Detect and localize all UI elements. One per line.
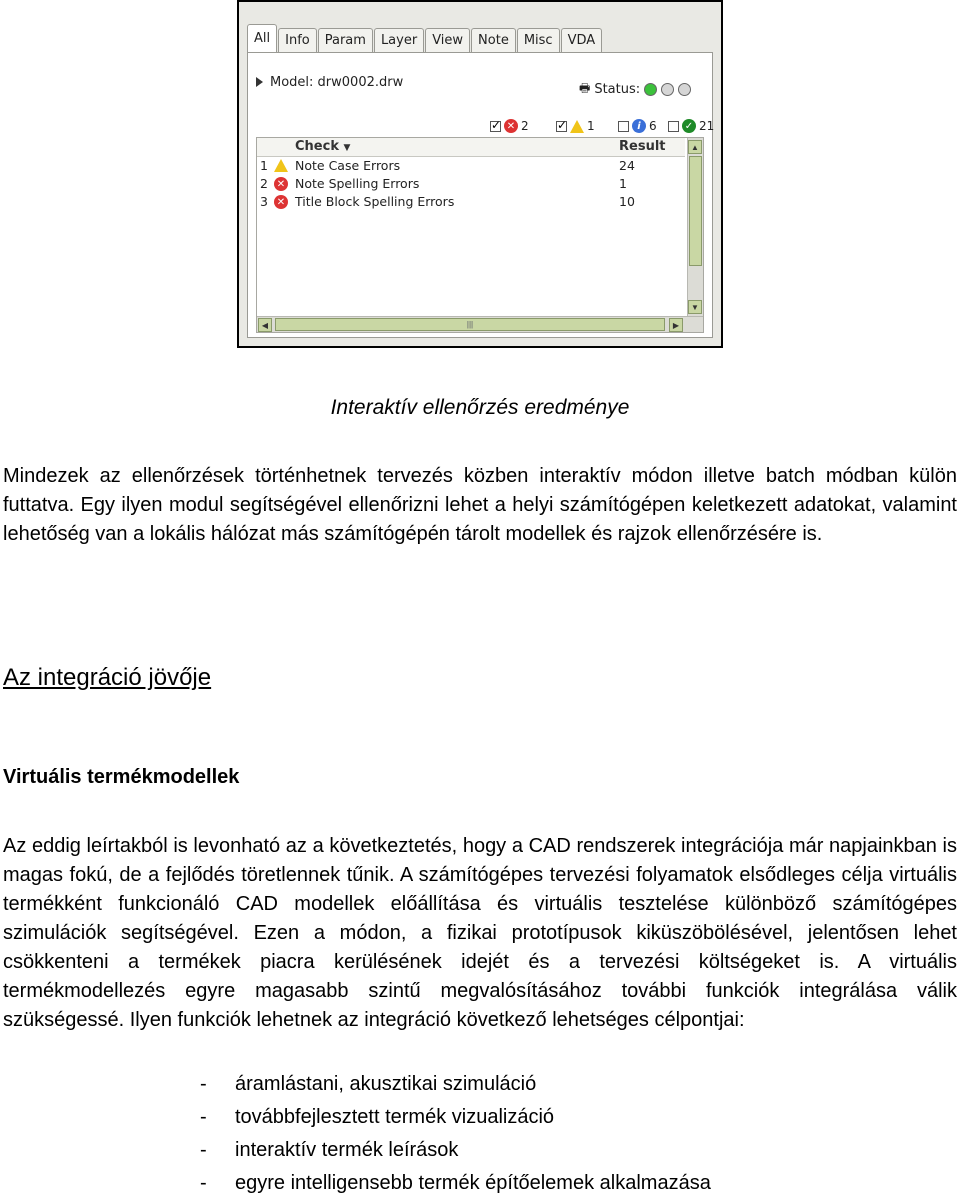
column-check-label: Check	[295, 139, 339, 154]
printer-icon: 🖶	[579, 81, 591, 95]
scroll-up-button[interactable]: ▲	[688, 140, 702, 154]
tab-vda[interactable]: VDA	[561, 28, 603, 54]
scroll-left-button[interactable]: ◀	[258, 318, 272, 332]
horizontal-scroll-thumb[interactable]: |||	[275, 318, 665, 331]
paragraph-1: Mindezek az ellenőrzések történhetnek tervezés közben interaktív módon illetve batch módban külön futtatva. Egy ilyen modul segítségével ellenőrizni lehet a helyi számítógépen keletkezett adatokat, valamint lehetőség van a lokális hálózat más számítógépén tárolt modellek és rajzok ellenőrzésére is.	[3, 465, 957, 545]
sort-icon: ▼	[343, 143, 351, 153]
row-result: 24	[619, 158, 635, 173]
filter-info-checkbox[interactable]	[618, 121, 629, 132]
list-marker: -	[200, 1073, 207, 1095]
column-result[interactable]: Result	[619, 139, 666, 154]
row-number: 1	[260, 158, 268, 173]
list-marker: -	[200, 1106, 207, 1128]
table-row[interactable]	[257, 175, 685, 193]
model-row[interactable]	[254, 71, 708, 97]
tab-misc[interactable]: Misc	[517, 28, 560, 54]
row-result: 10	[619, 194, 635, 209]
vertical-scrollbar[interactable]	[687, 138, 703, 316]
column-check[interactable]	[295, 139, 350, 154]
row-check-label: Note Case Errors	[295, 158, 401, 173]
paragraph-2: Az eddig leírtakból is levonható az a következtetés, hogy a CAD rendszerek integrációja már napjainkban is magas fokú, de a fejlődés töretlennek tűnik. A számítógépes tervezési folyamatok elsődleges célja virtuális termékként funkcionáló CAD modellek előállítása és virtuális tesztelése különböző számítógépes szimulációk segítségével. Ezen a módon, a fizikai prototípusok kiküszöbölésével, jelentősen lehet csökkenteni a termékek piacra kerülésének idejét és a tervezési költségeket is. A virtuális termékmodellezés egyre magasabb szintű megvalósításához további funkciók integrálása válik szükségessé. Ilyen funkciók lehetnek az integráció következő lehetséges célpontjai:	[3, 835, 957, 1031]
filter-ok-checkbox[interactable]	[668, 121, 679, 132]
status-gray-icon	[678, 83, 691, 96]
list-item-text: egyre intelligensebb termék építőelemek alkalmazása	[235, 1172, 711, 1194]
row-result: 1	[619, 176, 627, 191]
tab-content	[247, 52, 713, 338]
list-item	[200, 1167, 711, 1200]
row-number: 2	[260, 176, 268, 191]
tab-view[interactable]: View	[425, 28, 470, 54]
status-green-icon	[644, 83, 657, 96]
list-item-text: továbbfejlesztett termék vizualizáció	[235, 1106, 555, 1128]
info-icon: i	[632, 119, 646, 133]
row-number: 3	[260, 194, 268, 209]
list-item	[200, 1101, 711, 1134]
tab-bar	[247, 24, 603, 54]
tab-all[interactable]: All	[247, 24, 277, 54]
horizontal-scrollbar[interactable]	[257, 316, 703, 332]
filter-errors-count: 2	[521, 119, 529, 133]
status-label: Status:	[594, 82, 641, 97]
error-icon: ✕	[504, 119, 518, 133]
tab-param[interactable]: Param	[318, 28, 373, 54]
list-marker: -	[200, 1172, 207, 1194]
filter-warnings-checkbox[interactable]	[556, 121, 567, 132]
status-indicator	[579, 79, 691, 100]
list-item	[200, 1068, 711, 1101]
model-label: Model: drw0002.drw	[270, 75, 404, 90]
filter-ok-count: 21	[699, 119, 715, 133]
list-item-text: áramlástani, akusztikai szimuláció	[235, 1073, 537, 1095]
figure-caption: Interaktív ellenőrzés eredménye	[330, 396, 630, 419]
ok-icon: ✓	[682, 119, 696, 133]
table-row[interactable]	[257, 157, 685, 175]
tab-info[interactable]: Info	[278, 28, 317, 54]
filter-info-count: 6	[649, 119, 657, 133]
filter-errors-checkbox[interactable]	[490, 121, 501, 132]
scroll-down-button[interactable]: ▼	[688, 300, 702, 314]
error-icon: ✕	[274, 195, 288, 209]
filter-warnings[interactable]	[556, 119, 595, 133]
warning-icon	[274, 159, 288, 172]
filter-info[interactable]	[618, 119, 657, 133]
table-row[interactable]	[257, 193, 685, 211]
list-item	[200, 1134, 711, 1167]
warning-icon	[570, 120, 584, 133]
list-item-text: interaktív termék leírások	[235, 1139, 459, 1161]
list-marker: -	[200, 1139, 207, 1161]
checker-screenshot	[237, 0, 723, 348]
filter-warnings-count: 1	[587, 119, 595, 133]
vertical-scroll-thumb[interactable]	[689, 156, 702, 266]
table-header	[257, 138, 685, 157]
expand-arrow-icon[interactable]	[256, 77, 263, 87]
status-gray-icon	[661, 83, 674, 96]
row-check-label: Title Block Spelling Errors	[295, 194, 455, 209]
results-table	[256, 137, 704, 333]
error-icon: ✕	[274, 177, 288, 191]
tab-layer[interactable]: Layer	[374, 28, 424, 54]
filter-errors[interactable]	[490, 119, 529, 133]
subsection-heading: Virtuális termékmodellek	[3, 766, 240, 788]
scroll-right-button[interactable]: ▶	[669, 318, 683, 332]
row-check-label: Note Spelling Errors	[295, 176, 420, 191]
filter-ok[interactable]	[668, 119, 714, 133]
tab-note[interactable]: Note	[471, 28, 516, 54]
section-heading: Az integráció jövője	[3, 664, 212, 691]
target-list	[200, 1068, 711, 1200]
